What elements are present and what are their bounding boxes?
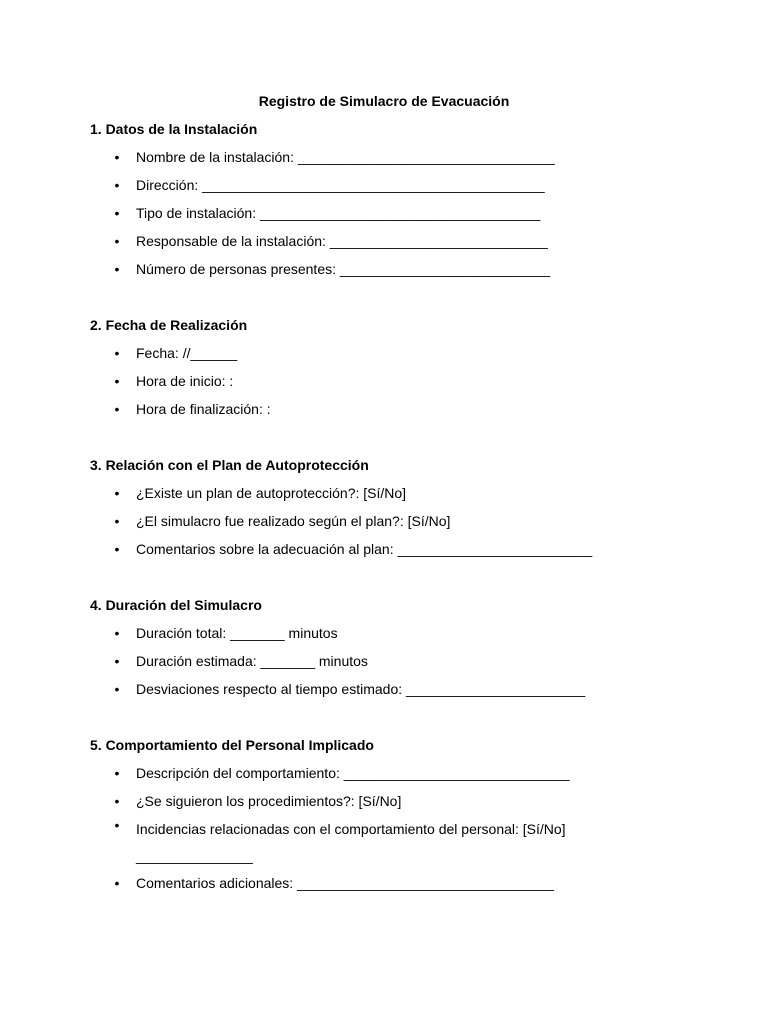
section-heading: 4. Duración del Simulacro [90,597,262,613]
bullet-icon: • [114,653,120,669]
bullet-icon: • [114,875,120,891]
bullet-icon: • [114,149,120,165]
section-datos-instalacion [90,120,730,278]
bullet-icon: • [114,817,120,833]
section-heading: 1. Datos de la Instalación [90,121,258,137]
item-text: Hora de inicio: : [136,373,234,389]
item-list [90,148,730,278]
bullet-icon: • [114,205,120,221]
item-text: Nombre de la instalación: _________________________________ [136,149,555,165]
list-item [90,792,730,810]
item-text: ¿Existe un plan de autoprotección?: [Sí/No] [136,485,407,501]
bullet-icon: • [114,373,120,389]
list-item [90,816,730,870]
list-item [90,874,730,892]
bullet-icon: • [114,485,120,501]
bullet-icon: • [114,261,120,277]
list-item [90,652,730,670]
bullet-icon: • [114,625,120,641]
item-text: Dirección: ____________________________________________ [136,177,545,193]
list-item [90,680,730,698]
item-text: Duración estimada: _______ minutos [136,653,368,669]
bullet-icon: • [114,765,120,781]
bullet-icon: • [114,793,120,809]
item-list [90,624,730,698]
item-text: Comentarios adicionales: _________________________________ [136,875,555,891]
item-list [90,344,730,418]
bullet-icon: • [114,177,120,193]
section-heading: 3. Relación con el Plan de Autoprotección [90,457,369,473]
list-item [90,512,730,530]
bullet-icon: • [114,513,120,529]
list-item [90,204,730,222]
item-text: Responsable de la instalación: ____________________________ [136,233,548,249]
bullet-icon: • [114,233,120,249]
bullet-icon: • [114,401,120,417]
item-text: Descripción del comportamiento: _____________________________ [136,765,570,781]
item-text: ¿Se siguieron los procedimientos?: [Sí/No] [136,793,402,809]
item-list [90,764,730,892]
section-fecha-realizacion [90,316,730,418]
bullet-icon: • [114,681,120,697]
list-item [90,260,730,278]
item-text: Hora de finalización: : [136,401,271,417]
section-comportamiento-personal [90,736,730,892]
bullet-icon: • [114,541,120,557]
item-text: Fecha: //______ [136,345,238,361]
item-text: Desviaciones respecto al tiempo estimado: _______________________ [136,681,586,697]
section-duracion-simulacro [90,596,730,698]
list-item [90,484,730,502]
list-item [90,400,730,418]
item-text: Duración total: _______ minutos [136,625,338,641]
list-item [90,148,730,166]
item-text: Comentarios sobre la adecuación al plan: _________________________ [136,541,593,557]
document-title: Registro de Simulacro de Evacuación [258,93,510,109]
list-item [90,624,730,642]
section-plan-autoproteccion [90,456,730,558]
section-heading: 2. Fecha de Realización [90,317,248,333]
section-heading: 5. Comportamiento del Personal Implicado [90,737,374,753]
list-item [90,176,730,194]
list-item [90,232,730,250]
bullet-icon: • [114,345,120,361]
item-text: Tipo de instalación: ____________________________________ [136,205,541,221]
list-item [90,764,730,782]
item-text: Incidencias relacionadas con el comportamiento del personal: [Sí/No] _______________ [136,821,566,864]
item-text: ¿El simulacro fue realizado según el plan?: [Sí/No] [136,513,451,529]
item-text: Número de personas presentes: ___________________________ [136,261,551,277]
item-list [90,484,730,558]
list-item [90,540,730,558]
list-item [90,344,730,362]
list-item [90,372,730,390]
